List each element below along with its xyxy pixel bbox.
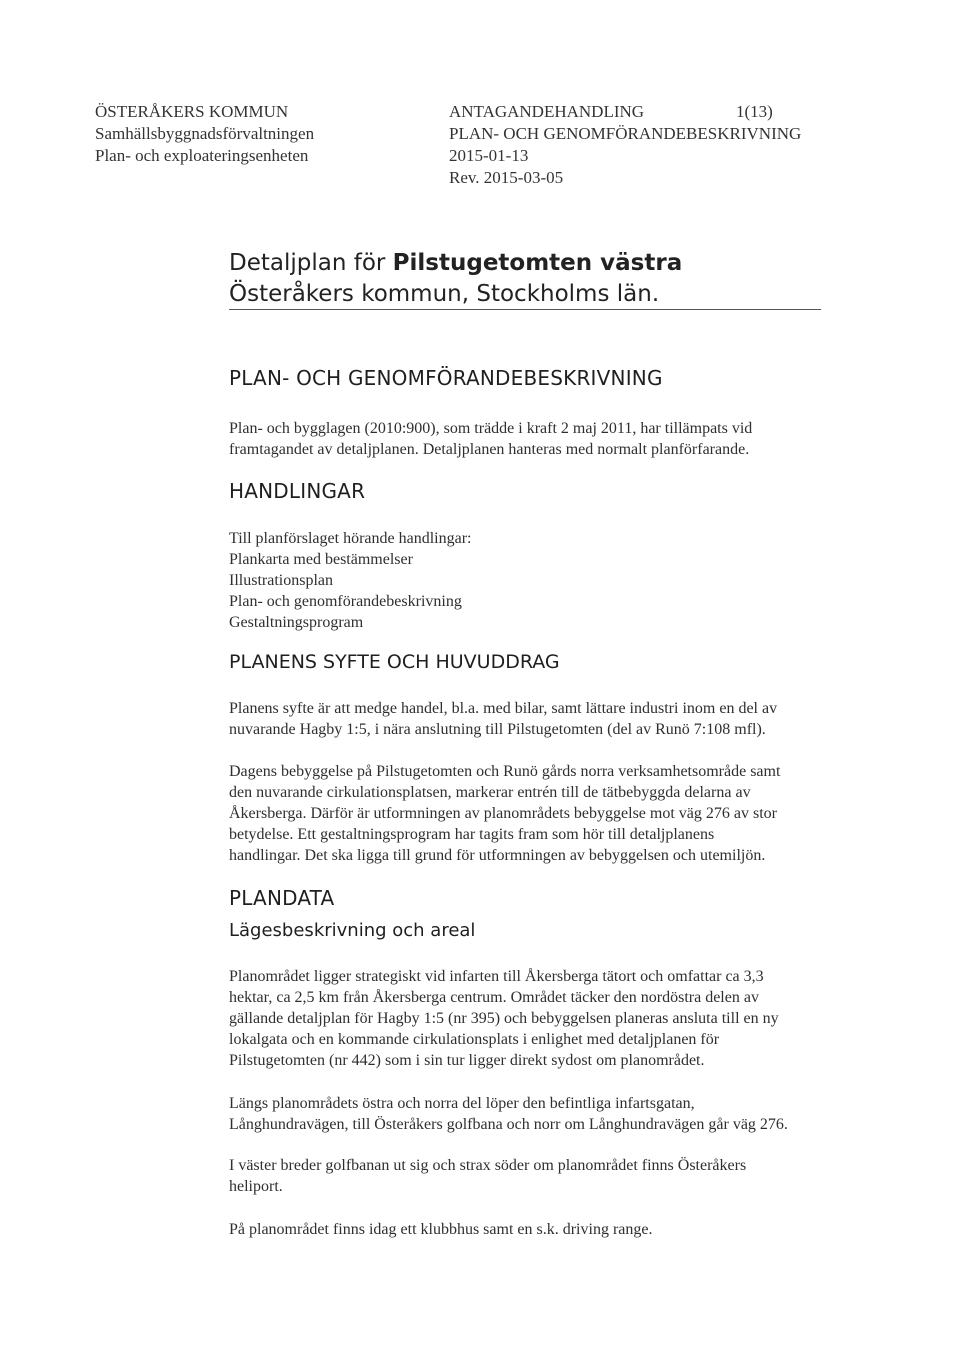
handlingar-intro: Till planförslaget hörande handlingar:	[229, 530, 472, 547]
plandata-paragraph-2: Längs planområdets östra och norra del löper den befintliga infartsgatan, Långhundravägen, till Österåkers golfbana och norr om Långhundravägen går väg 276.	[229, 1095, 788, 1133]
department-name: Samhällsbyggnadsförvaltningen	[95, 124, 315, 143]
list-item: Plankarta med bestämmelser	[229, 551, 413, 568]
status-label: ANTAGANDEHANDLING	[449, 102, 645, 121]
plandata-paragraph-3: I väster breder golfbanan ut sig och strax söder om planområdet finns Österåkers heliport.	[229, 1157, 747, 1195]
syfte-paragraph-2: Dagens bebyggelse på Pilstugetomten och Runö gårds norra verksamhetsområde samt den nuvarande cirkulationsplatsen, markerar entrén till de tätbebyggda delarna av Åkersberga. Därför är utformningen av planområdets bebyggelse mot väg 276 av stor betydelse. Ett gestaltningsprogram har tagits fram som hör till detaljplanens handlingar. Det ska ligga till grund för utformningen av bebyggelsen och utemiljön.	[229, 763, 781, 864]
document-title	[229, 248, 682, 310]
unit-name: Plan- och exploateringsenheten	[95, 146, 309, 165]
title-underline	[229, 309, 821, 310]
plandata-paragraph-1: Planområdet ligger strategiskt vid infarten till Åkersberga tätort och omfattar ca 3,3 hektar, ca 2,5 km från Åkersberga centrum. Området täcker den nordöstra delen av gällande detaljplan för Hagby 1:5 (nr 395) och bebyggelsen planeras ansluta till en ny lokalgata och en kommande cirkulationsplats i enlighet med detaljplanen för Pilstugetomten (nr 442) som i sin tur ligger direkt sydost om planområdet.	[229, 968, 779, 1069]
header-left	[95, 101, 314, 167]
main-heading: PLAN- OCH GENOMFÖRANDEBESKRIVNING	[229, 366, 663, 390]
list-item: Illustrationsplan	[229, 572, 333, 589]
handlingar-heading: HANDLINGAR	[229, 479, 366, 503]
intro-paragraph: Plan- och bygglagen (2010:900), som trädde i kraft 2 maj 2011, har tillämpats vid framtagandet av detaljplanen. Detaljplanen hanteras med normalt planförfarande.	[229, 420, 753, 458]
project-name: Pilstugetomten västra	[392, 250, 683, 276]
syfte-paragraph-1: Planens syfte är att medge handel, bl.a. med bilar, samt lättare industri inom en del av nuvarande Hagby 1:5, i nära anslutning till Pilstugetomten (del av Runö 7:108 mfl).	[229, 700, 778, 738]
list-item: Gestaltningsprogram	[229, 614, 364, 631]
header-right	[449, 101, 801, 189]
plandata-subheading: Lägesbeskrivning och areal	[229, 920, 476, 941]
page-number: 1(13)	[736, 102, 773, 121]
document-status	[449, 101, 801, 123]
title-line-2: Österåkers kommun, Stockholms län.	[229, 281, 660, 307]
document-date: 2015-01-13	[449, 146, 529, 165]
plandata-paragraph-4: På planområdet finns idag ett klubbhus samt en s.k. driving range.	[229, 1221, 653, 1238]
handlingar-list	[229, 528, 471, 633]
syfte-heading: PLANENS SYFTE OCH HUVUDDRAG	[229, 651, 560, 673]
plandata-heading: PLANDATA	[229, 886, 335, 910]
document-type: PLAN- OCH GENOMFÖRANDEBESKRIVNING	[449, 124, 802, 143]
title-line-1: Detaljplan för Pilstugetomten västra	[229, 250, 683, 276]
revision-date: Rev. 2015-03-05	[449, 168, 564, 187]
list-item: Plan- och genomförandebeskrivning	[229, 593, 462, 610]
municipality-name: ÖSTERÅKERS KOMMUN	[95, 102, 289, 121]
